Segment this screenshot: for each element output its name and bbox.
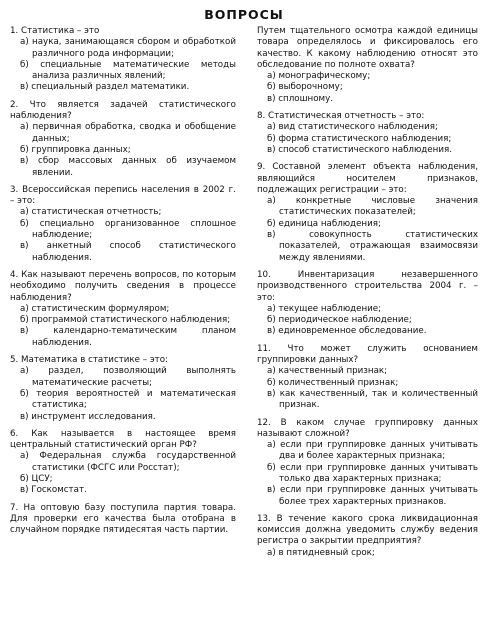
- question-block: [10, 270, 236, 349]
- question-text: 11. Что может служить основанием группировки данных?: [257, 343, 478, 366]
- question-block: [10, 429, 236, 497]
- answer-option: в) совокупность статистических показателей, отражающая взаимосвязи между явлениями.: [267, 230, 478, 263]
- answer-option: в) если при группировке данных учитывать более трех характерных признаков.: [267, 485, 478, 507]
- answer-option: а) текущее наблюдение;: [267, 303, 382, 314]
- answer-option: б) программой статистического наблюдения;: [20, 315, 231, 326]
- question-text: 8. Статистическая отчетность – это:: [257, 111, 425, 122]
- question-block: [257, 344, 478, 412]
- answer-option: в) единовременное обследование.: [267, 326, 427, 337]
- question-text: 6. Как называется в настоящее время центральный статистический орган РФ?: [10, 428, 236, 451]
- question-text: Путем тщательного осмотра каждой единицы товара определялось и фиксировалось его качество. К какому наблюдению относят это обследование по полноте охвата?: [257, 26, 478, 70]
- question-text: 3. Всероссийская перепись населения в 2002 г. – это:: [10, 184, 236, 207]
- question-text: 7. На оптовую базу поступила партия товара. Для проверки его качества была отобрана в случайном порядке пятидесятая часть партии.: [10, 502, 236, 536]
- question-text: 9. Составной элемент объекта наблюдения, являющийся носителем признаков, подлежащих регистрации – это:: [257, 162, 478, 195]
- question-block: [10, 26, 236, 94]
- answer-option: а) в пятидневный срок;: [267, 547, 375, 558]
- answer-option: в) календарно-тематическим планом наблюдения.: [20, 326, 236, 348]
- question-block: [257, 514, 478, 559]
- answer-option: в) способ статистического наблюдения.: [267, 144, 452, 155]
- answer-option: а) если при группировке данных учитывать два и более характерных признака;: [267, 440, 478, 462]
- answer-option: а) качественный признак;: [267, 366, 388, 377]
- question-text: 10. Инвентаризация незавершенного производственного строительства 2004 г. – это:: [257, 269, 478, 303]
- question-text: 12. В каком случае группировку данных называют сложной?: [257, 417, 478, 439]
- answer-option: в) анкетный способ статистического наблюдения.: [20, 241, 236, 263]
- answer-option: б) теория вероятностей и математическая статистика;: [20, 388, 236, 411]
- answer-option: в) сбор массовых данных об изучаемом явлении.: [20, 156, 236, 178]
- question-text: 13. В течение какого срока ликвидационная комиссия должна уведомить службу ведения регистра о закрытии предприятия?: [257, 513, 478, 547]
- answer-option: а) вид статистического наблюдения;: [267, 122, 438, 133]
- question-block: [257, 26, 478, 105]
- answer-option: б) выборочному;: [267, 82, 343, 93]
- question-block: [257, 418, 478, 508]
- question-block: [10, 503, 236, 537]
- question-block: [257, 111, 478, 156]
- left-column: [10, 26, 236, 565]
- answer-option: а) конкретные числовые значения статистических показателей;: [267, 196, 478, 218]
- answer-option: б) группировка данных;: [20, 144, 131, 155]
- question-block: [257, 270, 478, 338]
- answer-option: а) статистическая отчетность;: [20, 207, 162, 218]
- answer-option: б) количественный признак;: [267, 377, 399, 388]
- answer-option: б) если при группировке данных учитывать только два характерных признака;: [267, 462, 478, 484]
- answer-option: а) статистическим формуляром;: [20, 303, 170, 314]
- answer-option: б) специальные математические методы анализа различных явлений;: [20, 59, 236, 82]
- question-block: [257, 162, 478, 264]
- answer-option: а) наука, занимающаяся сбором и обработкой различного рода информации;: [20, 37, 236, 59]
- answer-option: б) периодическое наблюдение;: [267, 315, 412, 326]
- answer-option: а) Федеральная служба государственной статистики (ФСГС или Росстат);: [20, 451, 236, 473]
- answer-option: в) инструмент исследования.: [20, 411, 156, 422]
- question-text: 5. Математика в статистике – это:: [10, 355, 168, 366]
- columns: [10, 26, 478, 565]
- answer-option: б) специально организованное сплошное наблюдение;: [20, 218, 236, 241]
- answer-option: а) первичная обработка, сводка и обобщение данных;: [20, 122, 236, 144]
- answer-option: в) как качественный, так и количественный признак.: [267, 388, 478, 411]
- answer-option: в) специальный раздел математики.: [20, 82, 190, 93]
- question-text: 4. Как называют перечень вопросов, по которым необходимо получить сведения в процессе наблюдения?: [10, 269, 236, 303]
- question-block: [10, 185, 236, 264]
- answer-option: в) Госкомстат.: [20, 485, 87, 496]
- page-title: ВОПРОСЫ: [204, 7, 284, 22]
- question-block: [10, 100, 236, 179]
- right-column: [257, 26, 478, 565]
- answer-option: в) сплошному.: [267, 93, 333, 104]
- answer-option: а) монографическому;: [267, 71, 371, 82]
- answer-option: б) форма статистического наблюдения;: [267, 133, 452, 144]
- question-text: 1. Статистика – это: [10, 26, 100, 36]
- answer-option: б) единица наблюдения;: [267, 218, 381, 229]
- question-block: [10, 355, 236, 423]
- question-text: 2. Что является задачей статистического наблюдения?: [10, 99, 236, 122]
- answer-option: а) раздел, позволяющий выполнять математические расчеты;: [20, 366, 236, 388]
- answer-option: б) ЦСУ;: [20, 473, 53, 484]
